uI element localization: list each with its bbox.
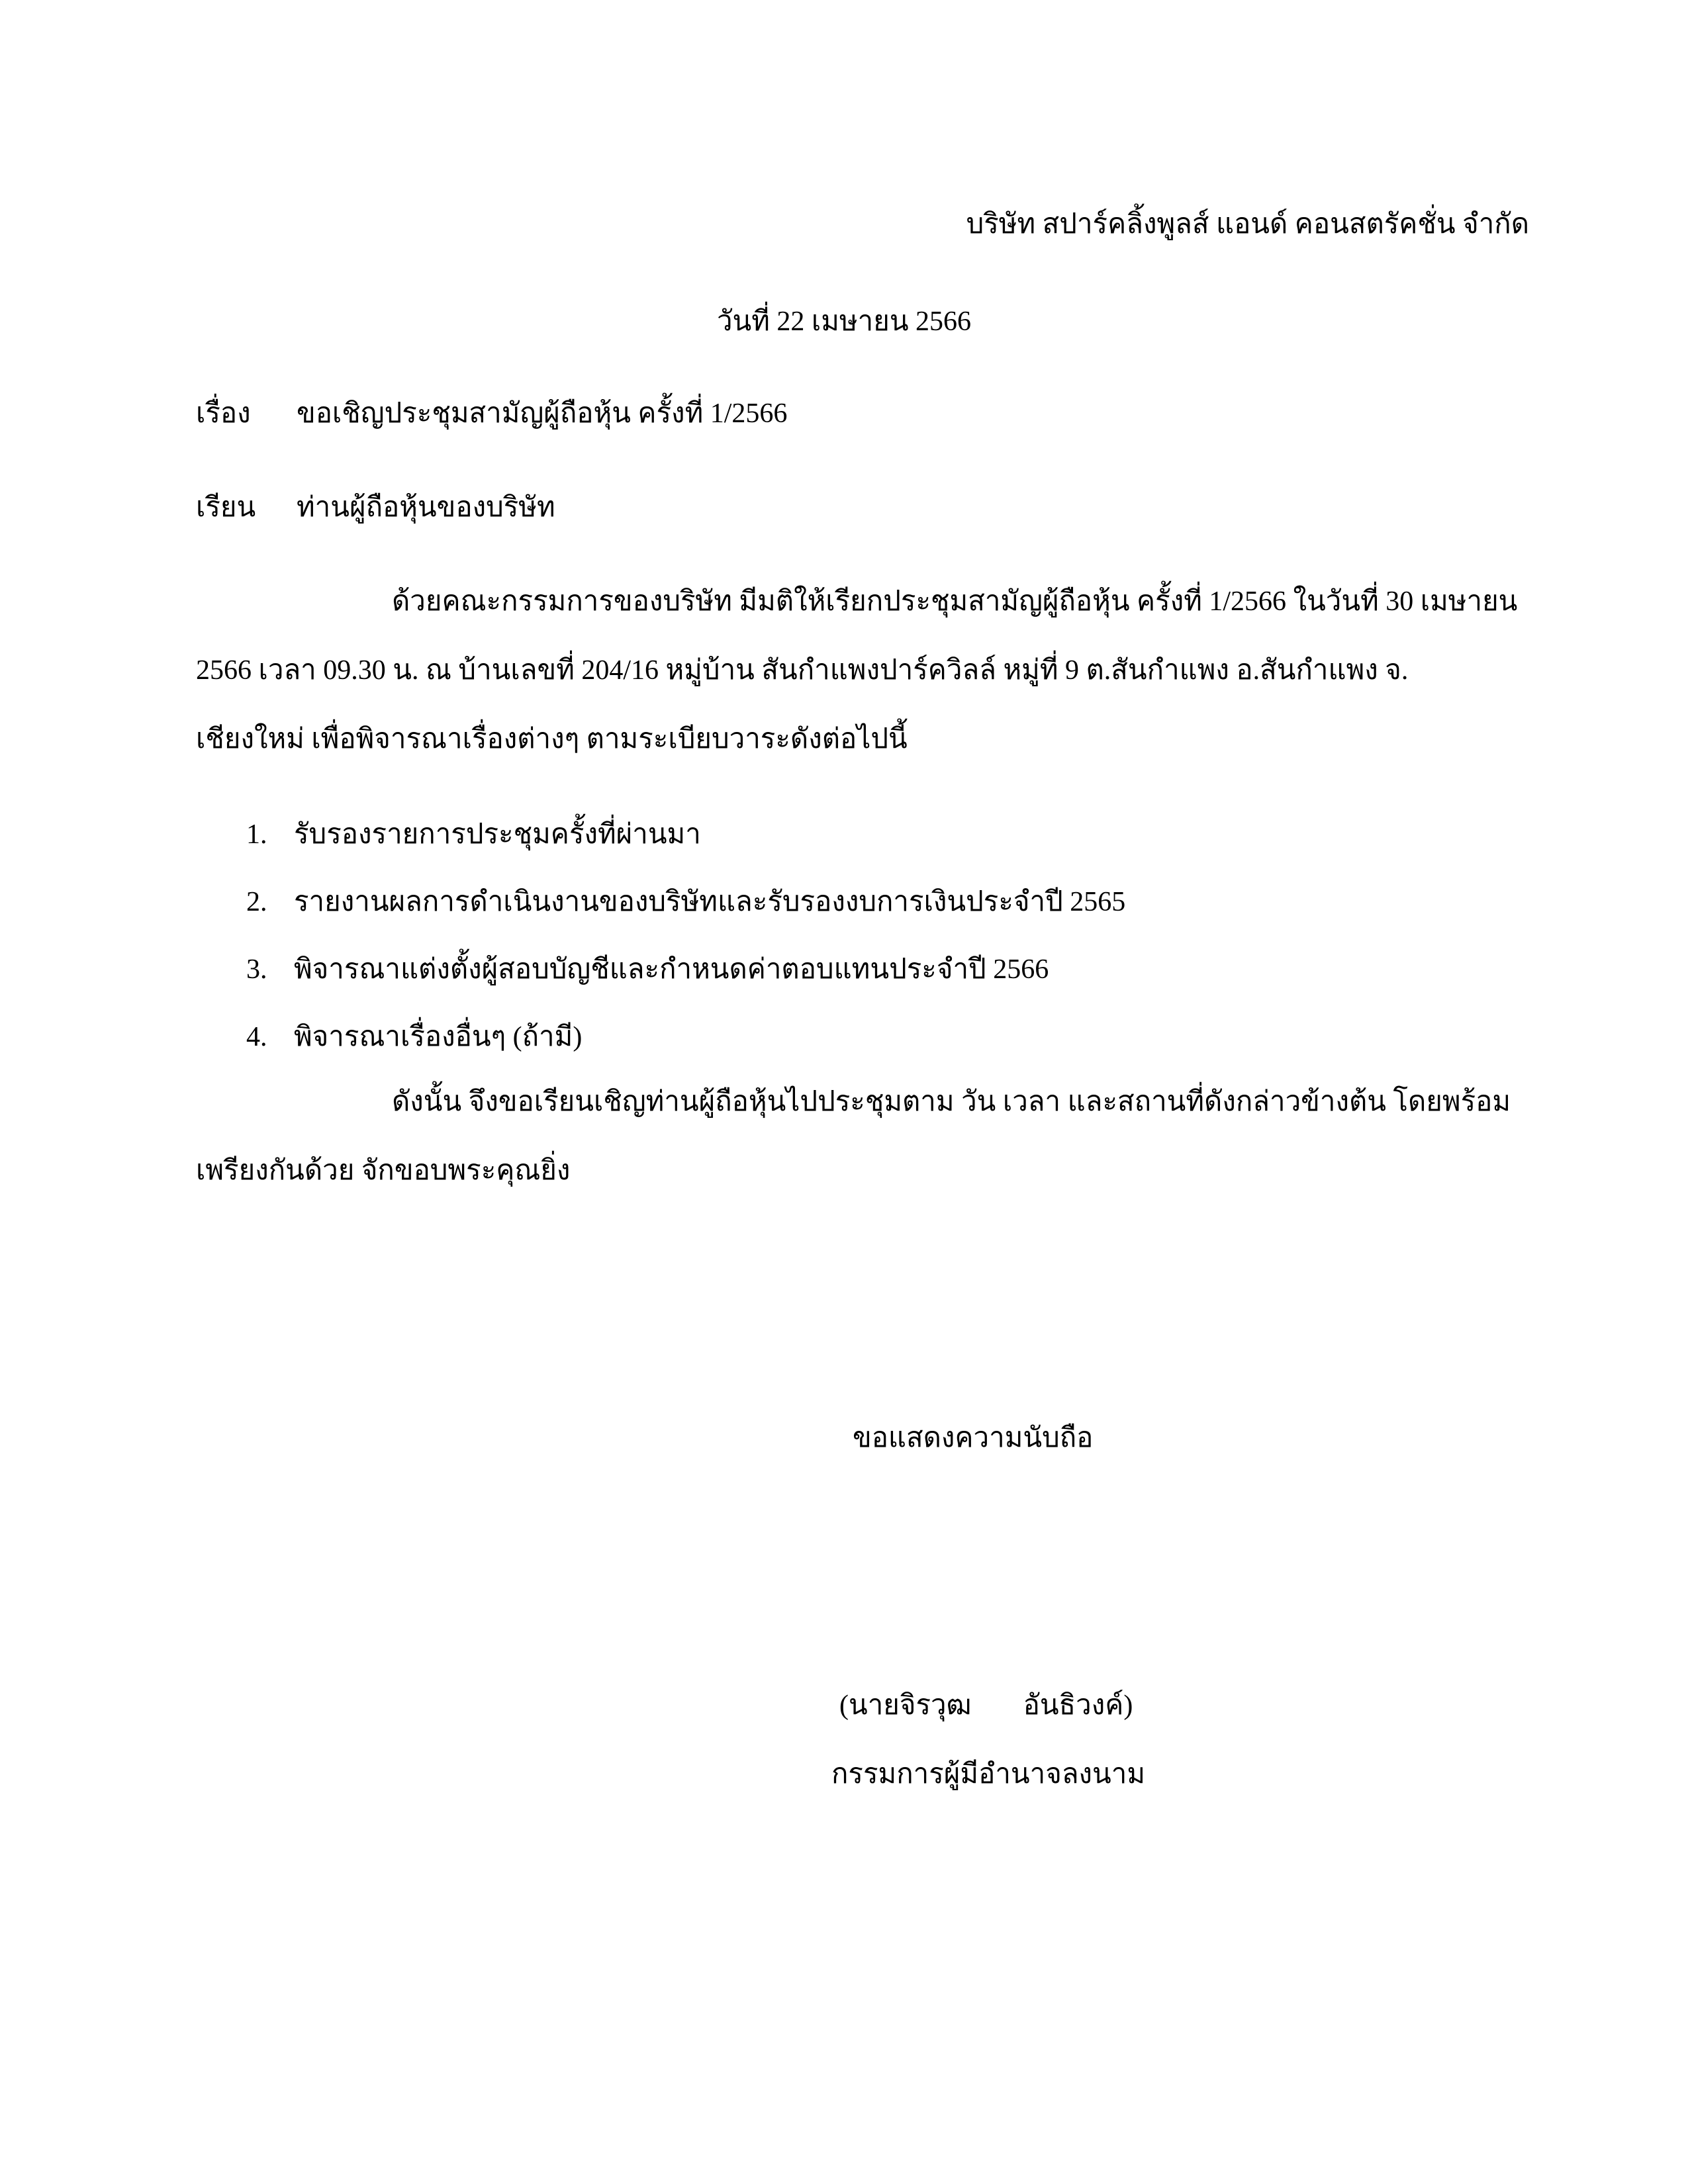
agenda-item-3 bbox=[246, 956, 1049, 983]
closing-salutation: ขอแสดงความนับถือ bbox=[853, 1423, 1094, 1453]
subject-text: ขอเชิญประชุมสามัญผู้ถือหุ้น ครั้งที่ 1/2566 bbox=[297, 398, 788, 429]
agenda-item-2 bbox=[246, 888, 1125, 916]
agenda-item-text: พิจารณาเรื่องอื่นๆ (ถ้ามี) bbox=[294, 1022, 583, 1052]
agenda-item-text: พิจารณาแต่งตั้งผู้สอบบัญชีและกำหนดค่าตอบแทนประจำปี 2566 bbox=[294, 954, 1049, 985]
recipient-row bbox=[196, 494, 555, 522]
recipient-text: ท่านผู้ถือหุ้นของบริษัท bbox=[297, 492, 555, 523]
agenda-item-text: รายงานผลการดำเนินงานของบริษัทและรับรองงบการเงินประจำปี 2565 bbox=[294, 887, 1126, 917]
agenda-item-number: 3. bbox=[246, 954, 267, 985]
company-name: บริษัท สปาร์คลิ้งพูลส์ แอนด์ คอนสตรัคชั่น จำกัด bbox=[966, 209, 1529, 240]
agenda-item-number: 2. bbox=[246, 887, 267, 917]
agenda-item-4 bbox=[246, 1023, 582, 1051]
subject-label: เรื่อง bbox=[196, 398, 251, 429]
body-paragraph-2-line-2: เพรียงกันด้วย จักขอบพระคุณยิ่ง bbox=[196, 1156, 571, 1186]
agenda-item-1 bbox=[246, 821, 701, 848]
recipient-label: เรียน bbox=[196, 492, 256, 523]
signer-title: กรรมการผู้มีอำนาจลงนาม bbox=[831, 1759, 1146, 1790]
body-paragraph-1-line-2: 2566 เวลา 09.30 น. ณ บ้านเลขที่ 204/16 หมู่บ้าน สันกำแพงปาร์ควิลล์ หมู่ที่ 9 ต.สันกำแพง อ.สันกำแพง จ. bbox=[196, 655, 1409, 686]
agenda-item-number: 4. bbox=[246, 1022, 267, 1052]
subject-row bbox=[196, 400, 787, 428]
body-paragraph-2-line-1: ดังนั้น จึงขอเรียนเชิญท่านผู้ถือหุ้นไปประชุมตาม วัน เวลา และสถานที่ดังกล่าวข้างต้น โดยพร้อม bbox=[392, 1087, 1511, 1117]
body-paragraph-1-line-1: ด้วยคณะกรรมการของบริษัท มีมติให้เรียกประชุมสามัญผู้ถือหุ้น ครั้งที่ 1/2566 ในวันที่ 30 เมษายน bbox=[392, 586, 1518, 617]
signer-name bbox=[839, 1692, 1133, 1719]
date-line: วันที่ 22 เมษายน 2566 bbox=[716, 306, 972, 337]
body-paragraph-1-line-3: เชียงใหม่ เพื่อพิจารณาเรื่องต่างๆ ตามระเบียบวาระดังต่อไปนี้ bbox=[196, 724, 908, 754]
agenda-item-number: 1. bbox=[246, 819, 267, 850]
agenda-item-text: รับรองรายการประชุมครั้งที่ผ่านมา bbox=[294, 819, 701, 850]
signer-last-name: อันธิวงค์) bbox=[1023, 1690, 1133, 1721]
signer-first-name: (นายจิรวุฒ bbox=[839, 1690, 972, 1721]
